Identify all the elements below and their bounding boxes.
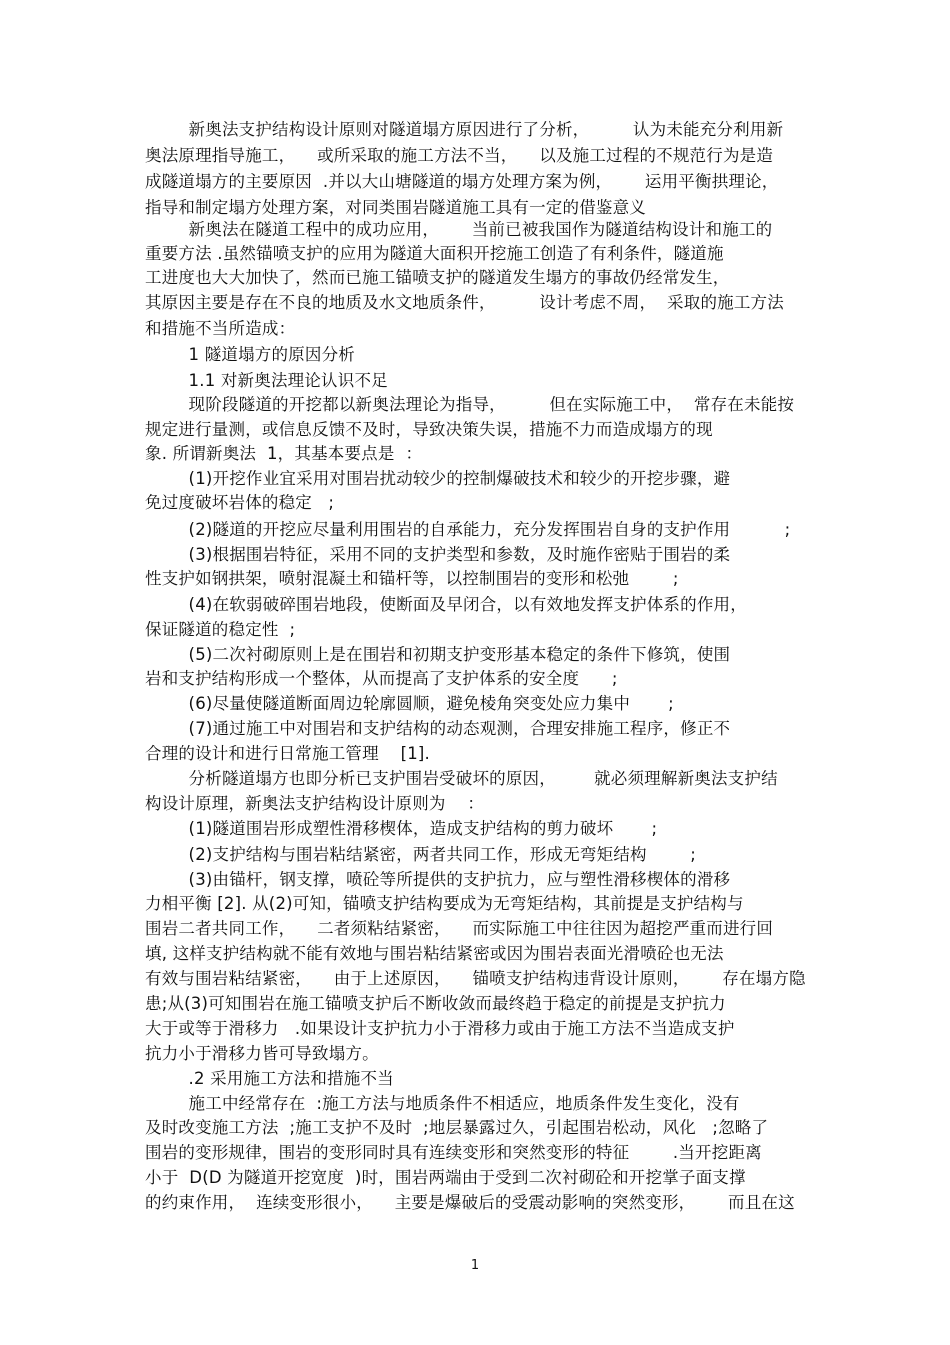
list-item: (2)隧道的开挖应尽量利用围岩的自承能力，充分发挥围岩自身的支护作用 ; <box>145 520 791 539</box>
text-line: 象. 所谓新奥法 1，其基本要点是 ： <box>145 444 423 463</box>
text-line: 围岩的变形规律，围岩的变形同时具有连续变形和突然变形的特征 .当开挖距离 <box>145 1143 762 1162</box>
text-line: 性支护如钢拱架，喷射混凝土和锚杆等，以控制围岩的变形和松弛 ; <box>145 569 679 588</box>
text-line: 重要方法 .虽然锚喷支护的应用为隧道大面积开挖施工创造了有利条件，隧道施 <box>145 244 724 263</box>
text-line: 力相平衡 [2]. 从(2)可知，锚喷支护结构要成为无弯矩结构，其前提是支护结构与 <box>145 894 744 913</box>
text-line: 保证隧道的稳定性 ; <box>145 620 296 639</box>
text-line: 分析隧道塌方也即分析已支护围岩受破坏的原因， 就必须理解新奥法支护结 <box>145 769 778 788</box>
list-item: (6)尽量使隧道断面周边轮廓圆顺，避免棱角突变处应力集中 ; <box>145 694 674 713</box>
text-line: 大于或等于滑移力 .如果设计支护抗力小于滑移力或由于施工方法不当造成支护 <box>145 1019 735 1038</box>
text-line: 合理的设计和进行日常施工管理 [1]. <box>145 744 430 763</box>
list-item: (2)支护结构与围岩粘结紧密，两者共同工作，形成无弯矩结构 ; <box>145 845 697 864</box>
text-line: 免过度破坏岩体的稳定 ; <box>145 493 335 512</box>
text-line: 和措施不当所造成： <box>145 319 296 338</box>
text-line: 成隧道塌方的主要原因 .并以大山塘隧道的塌方处理方案为例， 运用平衡拱理论， <box>145 172 779 191</box>
text-line: 新奥法在隧道工程中的成功应用， 当前已被我国作为隧道结构设计和施工的 <box>145 220 773 239</box>
text-line: 抗力小于滑移力皆可导致塌方。 <box>145 1044 379 1063</box>
text-line: 新奥法支护结构设计原则对隧道塌方原因进行了分析， 认为未能充分利用新 <box>145 120 784 139</box>
text-line: 患;从(3)可知围岩在施工锚喷支护后不断收敛而最终趋于稳定的前提是支护抗力 <box>145 994 726 1013</box>
text-line: 现阶段隧道的开挖都以新奥法理论为指导， 但在实际施工中， 常存在未能按 <box>145 395 795 414</box>
text-line: 的约束作用， 连续变形很小， 主要是爆破后的受震动影响的突然变形， 而且在这 <box>145 1193 795 1212</box>
text-line: 小于 D(D 为隧道开挖宽度 )时，围岩两端由于受到二次衬砌砼和开挖掌子面支撑 <box>145 1168 746 1187</box>
text-line: 规定进行量测，或信息反馈不及时，导致决策失误，措施不力而造成塌方的现 <box>145 420 713 439</box>
list-item: (1)隧道围岩形成塑性滑移楔体，造成支护结构的剪力破坏 ; <box>145 819 658 838</box>
section-heading: 1 隧道塌方的原因分析 <box>145 345 356 364</box>
list-item: (4)在软弱破碎围岩地段，使断面及早闭合，以有效地发挥支护体系的作用， <box>145 595 747 614</box>
text-line: 填, 这样支护结构就不能有效地与围岩粘结紧密或因为围岩表面光滑喷砼也无法 <box>145 944 724 963</box>
list-item: (7)通过施工中对围岩和支护结构的动态观测，合理安排施工程序，修正不 <box>145 719 731 738</box>
text-line: 岩和支护结构形成一个整体，从而提高了支护体系的安全度 ; <box>145 669 618 688</box>
subsection-heading: .2 采用施工方法和措施不当 <box>145 1069 394 1088</box>
subsection-heading: 1.1 对新奥法理论认识不足 <box>145 371 388 390</box>
list-item: (5)二次衬砌原则上是在围岩和初期支护变形基本稳定的条件下修筑，使围 <box>145 645 731 664</box>
text-line: 有效与围岩粘结紧密， 由于上述原因， 锚喷支护结构违背设计原则， 存在塌方隐 <box>145 969 806 988</box>
text-line: 其原因主要是存在不良的地质及水文地质条件， 设计考虑不周， 采取的施工方法 <box>145 293 784 312</box>
text-line: 奥法原理指导施工， 或所采取的施工方法不当， 以及施工过程的不规范行为是造 <box>145 146 774 165</box>
list-item: (3)根据围岩特征，采用不同的支护类型和参数，及时施作密贴于围岩的柔 <box>145 545 731 564</box>
text-line: 施工中经常存在 :施工方法与地质条件不相适应，地质条件发生变化，没有 <box>145 1094 740 1113</box>
list-item: (3)由锚杆，钢支撑，喷砼等所提供的支护抗力，应与塑性滑移楔体的滑移 <box>145 870 731 889</box>
text-line: 工进度也大大加快了，然而已施工锚喷支护的隧道发生塌方的事故仍经常发生， <box>145 268 730 287</box>
text-line: 及时改变施工方法 ;施工支护不及时 ;地层暴露过久，引起围岩松动，风化 ;忽略了 <box>145 1118 769 1137</box>
text-line: 围岩二者共同工作， 二者须粘结紧密， 而实际施工中往往因为超挖严重而进行回 <box>145 919 774 938</box>
list-item: (1)开挖作业宜采用对围岩扰动较少的控制爆破技术和较少的开挖步骤，避 <box>145 469 731 488</box>
page-number: 1 <box>470 1258 480 1273</box>
text-line: 指导和制定塌方处理方案，对同类围岩隧道施工具有一定的借鉴意义 <box>145 198 646 217</box>
text-line: 构设计原理，新奥法支护结构设计原则为 ： <box>145 794 485 813</box>
